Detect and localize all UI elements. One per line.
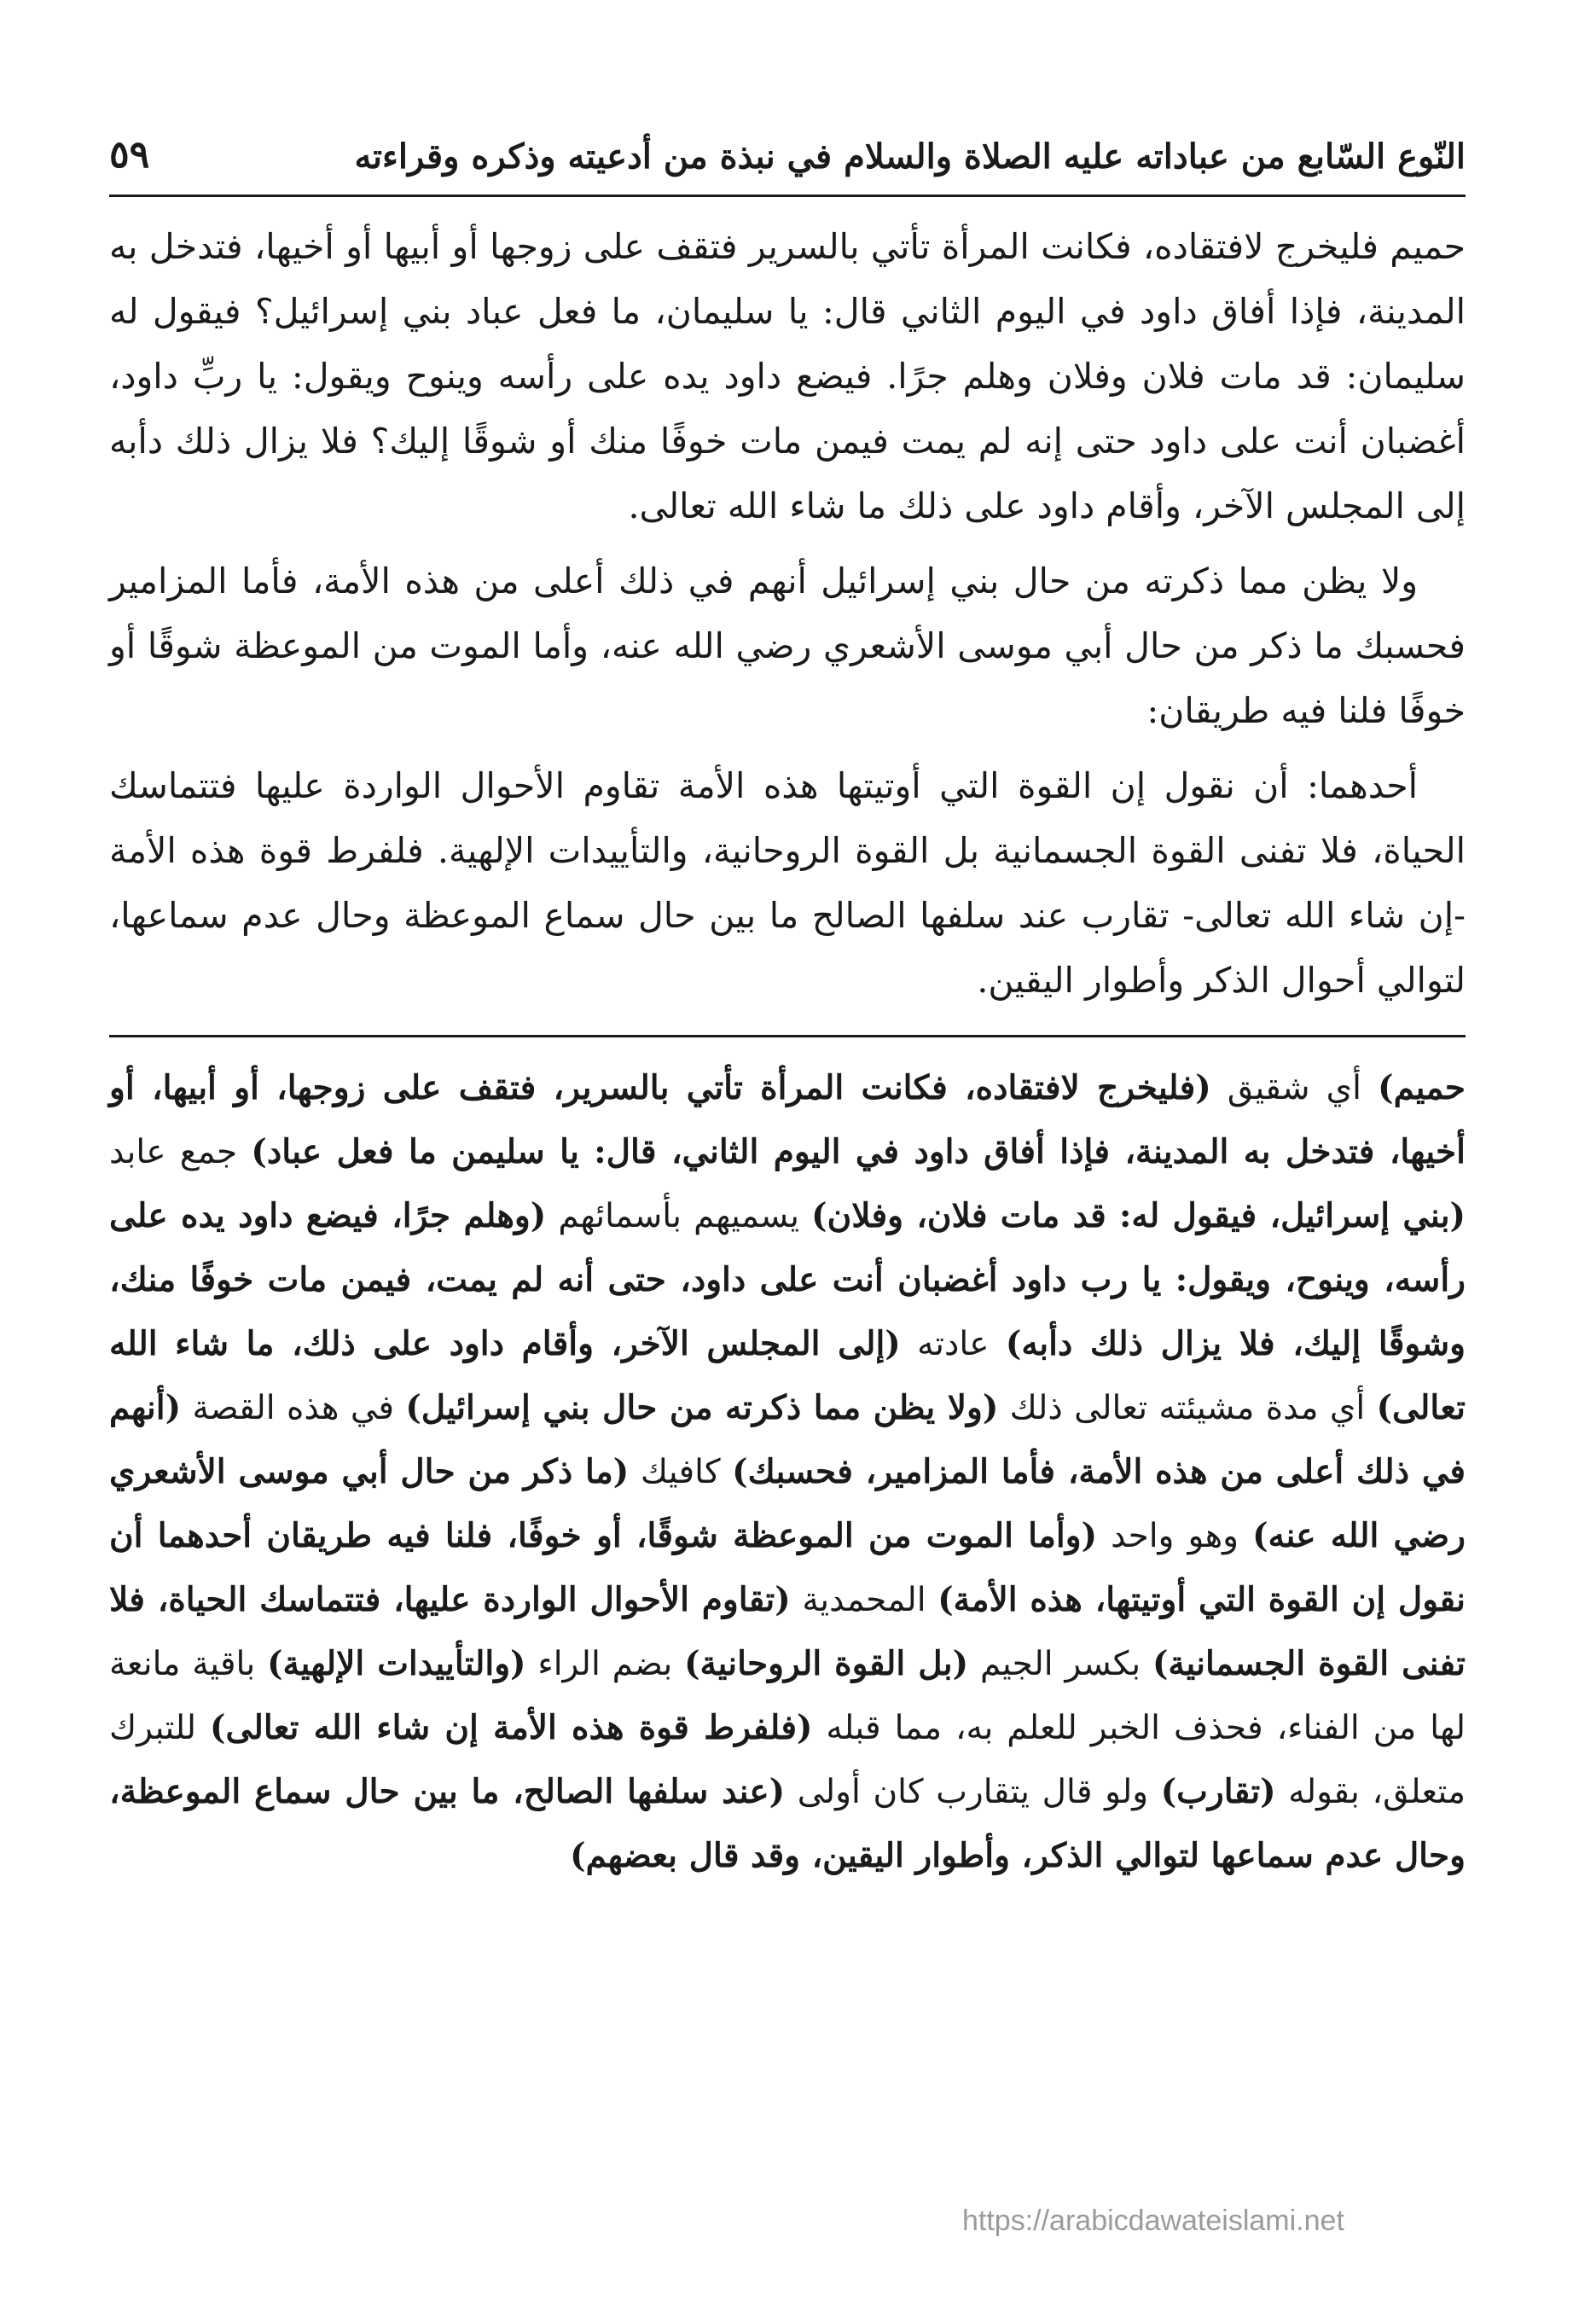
commentary-quote: (والتأييدات الإلهية) [267, 1644, 526, 1683]
commentary-quote: (وأما الموت من الموعظة شوقًا، أو خوفًا، فلنا فيه طريقان أحدهما أن نقول إن القوة التي أوتيتها، هذه الأمة) [109, 1516, 1466, 1619]
main-paragraph: ولا يظن مما ذكرته من حال بني إسرائيل أنهم في ذلك أعلى من هذه الأمة، فأما المزامير فحسبك ما ذكر من حال أبي موسى الأشعري رضي الله عنه، وأما الموت من الموعظة شوقًا أو خوفًا فلنا فيه طريقان: [109, 561, 1466, 731]
commentary-gloss: عادته [900, 1325, 1006, 1363]
commentary-quote: (وهلم جرًا، فيضع داود يده على رأسه، وينوح، ويقول: يا رب داود أغضبان أنت على داود، حتى أنه لم يمت، فيمن مات خوفًا منك، وشوقًا إليك، فلا يزال ذلك دأبه) [109, 1196, 1466, 1363]
main-text [109, 214, 1466, 1013]
commentary-text [109, 1056, 1466, 1888]
commentary-gloss: ولو قال يتقارب كان أولى [785, 1773, 1161, 1811]
commentary-quote: (ما ذكر من حال أبي موسى الأشعري رضي الله عنه) [109, 1452, 1466, 1555]
book-page [109, 94, 1466, 2278]
commentary-gloss: بضم الراء [525, 1645, 685, 1683]
main-paragraph: حميم فليخرج لافتقاده، فكانت المرأة تأتي بالسرير فتقف على زوجها أو أبيها أو أخيها، فتدخل به المدينة، فإذا أفاق داود في اليوم الثاني قال: يا سليمان، ما فعل عباد بني إسرائيل؟ فيقول له سليمان: قد مات فلان وفلان وهلم جرًا. فيضع داود يده على رأسه وينوح ويقول: يا ربِّ داود، أغضبان أنت على داود حتى إنه لم يمت فيمن مات خوفًا منك أو شوقًا إليك؟ فلا يزال ذلك دأبه إلى المجلس الآخر، وأقام داود على ذلك ما شاء الله تعالى. [109, 226, 1466, 526]
commentary-gloss: أي شقيق [1210, 1069, 1379, 1107]
commentary-quote: (ولا يظن مما ذكرته من حال بني إسرائيل) [405, 1388, 999, 1427]
commentary-gloss: في هذه القصة [181, 1389, 406, 1427]
header-rule [109, 195, 1466, 197]
commentary-paragraph [109, 1056, 1466, 1888]
commentary-gloss: جمع عابد [109, 1133, 252, 1171]
commentary-quote: (فلفرط قوة هذه الأمة إن شاء الله تعالى) [210, 1708, 813, 1747]
page-number: ٥٩ [109, 132, 150, 177]
commentary-gloss: المحمدية [790, 1581, 938, 1619]
commentary-gloss: بكسر الجيم [968, 1645, 1152, 1683]
watermark-url: https://arabicdawateislami.net [962, 2205, 1344, 2237]
commentary-quote: (تقاوم الأحوال الواردة عليها، فتتماسك الحياة، فلا تفنى القوة الجسمانية) [109, 1580, 1466, 1683]
commentary-gloss: أي مدة مشيئته تعالى ذلك [998, 1389, 1377, 1427]
commentary-quote: (أنهم في ذلك أعلى من هذه الأمة، فأما المزامير، فحسبك) [109, 1388, 1466, 1491]
commentary-quote: حميم) [1378, 1068, 1466, 1107]
commentary-quote: (بل القوة الروحانية) [684, 1644, 969, 1683]
commentary-quote: (بني إسرائيل، فيقول له: قد مات فلان، وفلان) [811, 1196, 1466, 1235]
main-paragraph: أحدهما: أن نقول إن القوة التي أوتيتها هذه الأمة تقاوم الأحوال الواردة عليها فتتماسك الحياة، فلا تفنى القوة الجسمانية بل القوة الروحانية، والتأييدات الإلهية. فلفرط قوة هذه الأمة -إن شاء الله تعالى- تقارب عند سلفها الصالح ما بين حال سماع الموعظة وحال عدم سماعها، لتوالي أحوال الذكر وأطوار اليقين. [109, 765, 1466, 1001]
running-title: النّوع السّابع من عباداته عليه الصلاة والسلام في نبذة من أدعيته وذكره وقراءته [354, 137, 1466, 177]
commentary-quote: (تقارب) [1160, 1772, 1276, 1811]
commentary-gloss: يسميهم بأسمائهم [546, 1197, 812, 1235]
commentary-quote: (عند سلفها الصالح، ما بين حال سماع الموعظة، وحال عدم سماعها لتوالي الذكر، وأطوار اليقين، وقد قال بعضهم) [109, 1772, 1466, 1875]
commentary-quote: (إلى المجلس الآخر، وأقام داود على ذلك، ما شاء الله تعالى) [109, 1324, 1466, 1427]
commentary-gloss: وهو واحد [1097, 1517, 1253, 1555]
commentary-gloss: باقية مانعة لها من الفناء، فحذف الخبر للعلم به، مما قبله [109, 1645, 1466, 1747]
commentary-gloss: كافيك [629, 1453, 733, 1491]
commentary-quote: (فليخرج لافتقاده، فكانت المرأة تأتي بالسرير، فتقف على زوجها، أو أبيها، أو أخيها، فتدخل به المدينة، فإذا أفاق داود في اليوم الثاني، قال: يا سليمن ما فعل عباد) [109, 1068, 1466, 1171]
footnote-separator [109, 1035, 1466, 1037]
commentary-gloss: للتبرك متعلق، بقوله [109, 1709, 1466, 1811]
page-header [109, 94, 1466, 179]
